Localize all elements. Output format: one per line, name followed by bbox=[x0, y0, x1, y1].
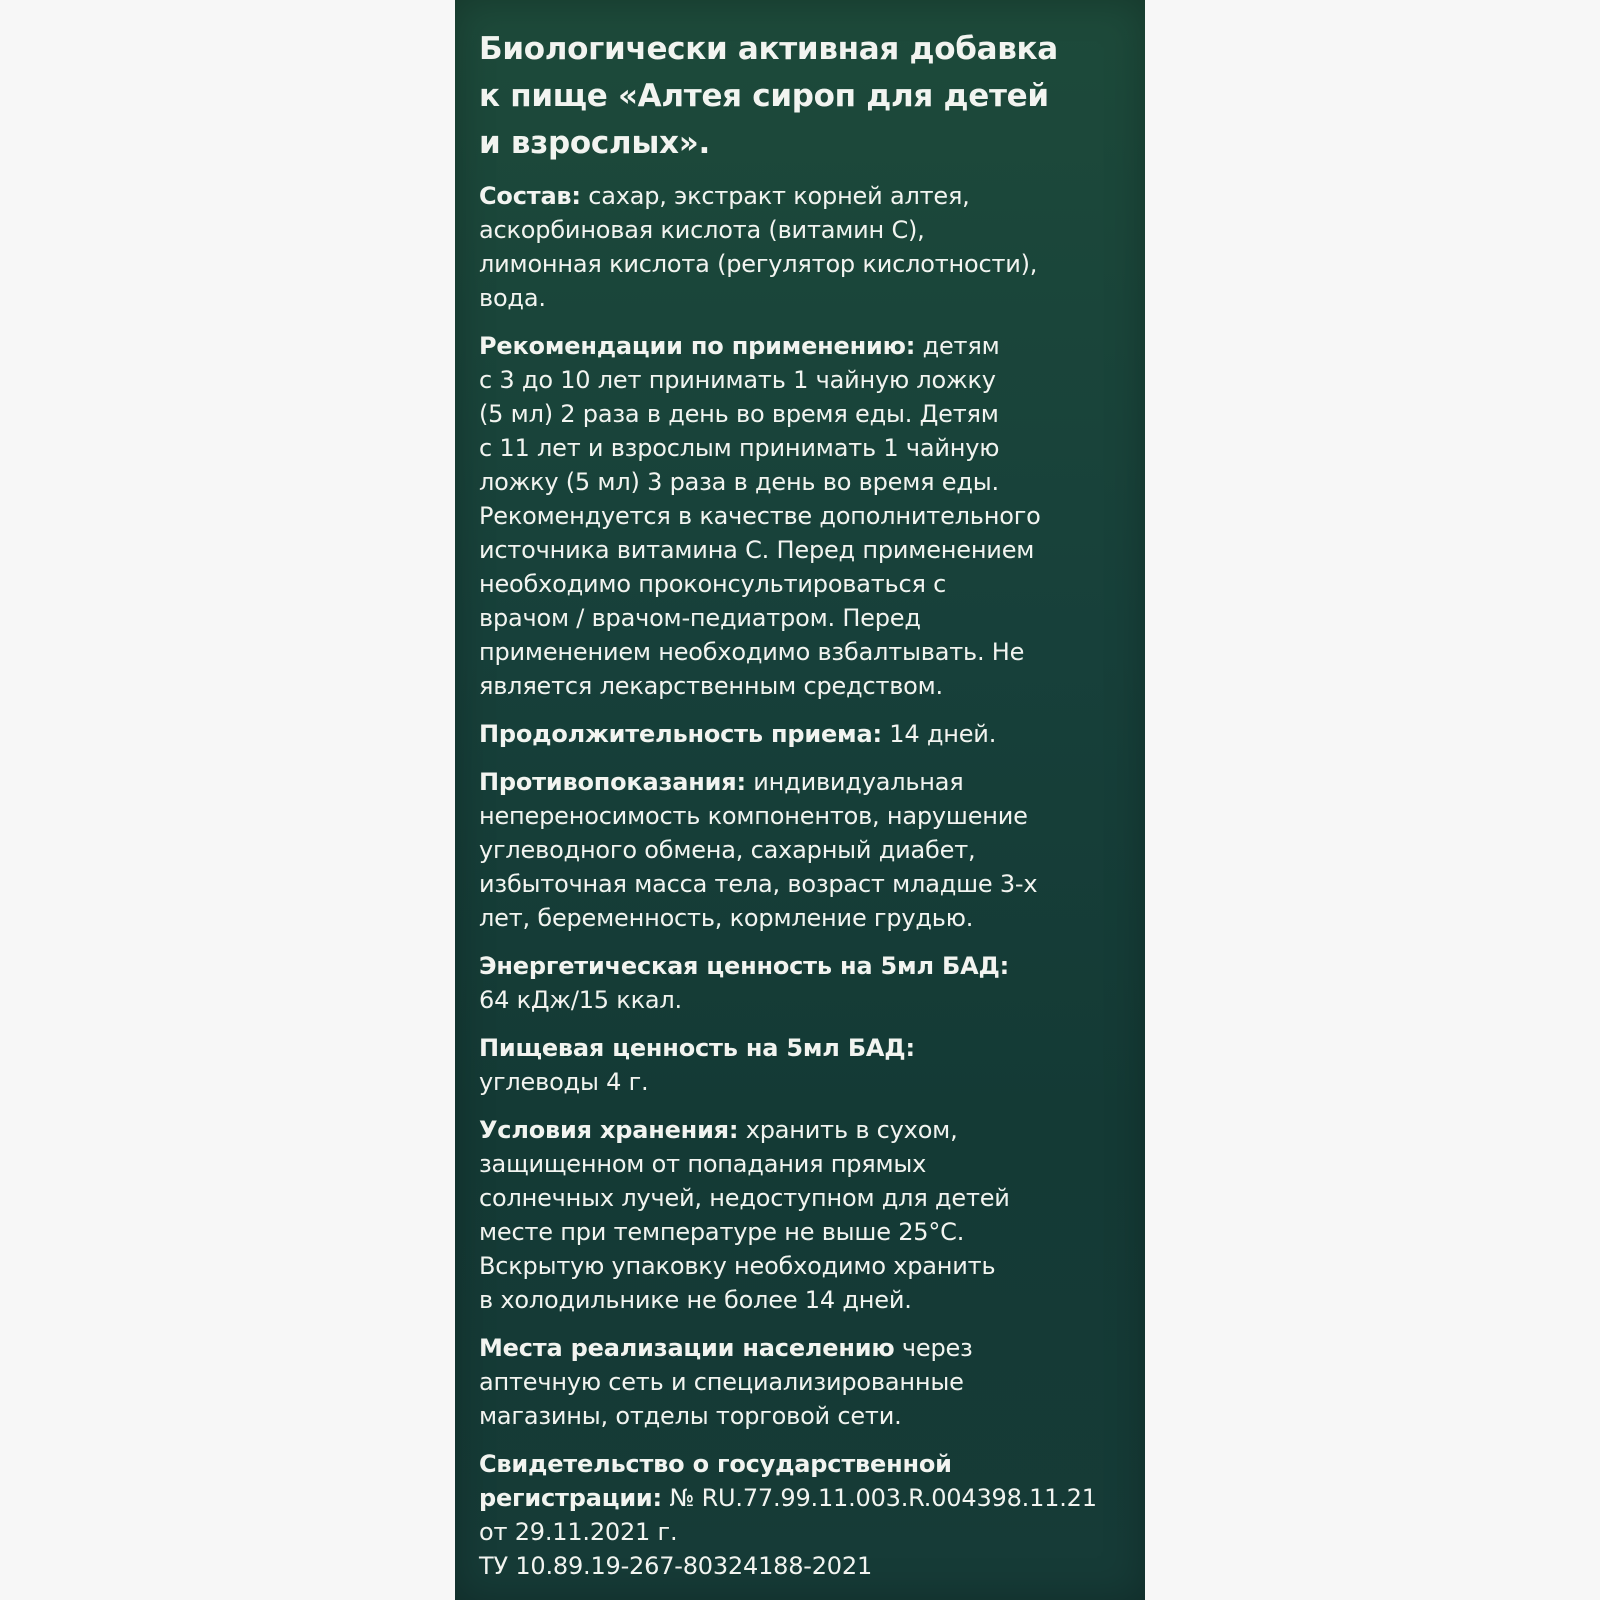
storage-text: хранить в сухом, bbox=[738, 1116, 958, 1144]
recommendations-label: Рекомендации по применению: bbox=[479, 332, 916, 360]
registration-section bbox=[479, 1447, 1139, 1583]
contraindications-text: избыточная масса тела, возраст младше 3-х bbox=[479, 870, 1038, 898]
storage-label: Условия хранения: bbox=[479, 1116, 739, 1144]
recommendations-section bbox=[479, 329, 1139, 703]
storage-text: месте при температуре не выше 25°С. bbox=[479, 1218, 965, 1246]
nutrition-section bbox=[479, 1031, 1139, 1099]
title-line: к пище «Алтея сироп для детей bbox=[479, 78, 1049, 114]
recommendations-text: врачом / врачом-педиатром. Перед bbox=[479, 604, 921, 632]
storage-text: Вскрытую упаковку необходимо хранить bbox=[479, 1252, 996, 1280]
contraindications-text: непереносимость компонентов, нарушение bbox=[479, 802, 1028, 830]
storage-text: защищенном от попадания прямых bbox=[479, 1150, 927, 1178]
storage-text: солнечных лучей, недоступном для детей bbox=[479, 1184, 1010, 1212]
tu-code: ТУ 10.89.19-267-80324188-2021 bbox=[479, 1552, 873, 1580]
recommendations-text: является лекарственным средством. bbox=[479, 672, 943, 700]
sales-text: магазины, отделы торговой сети. bbox=[479, 1402, 902, 1430]
storage-section bbox=[479, 1113, 1139, 1317]
registration-label: регистрации: bbox=[479, 1484, 662, 1512]
recommendations-text: источника витамина С. Перед применением bbox=[479, 536, 1035, 564]
recommendations-text: применением необходимо взбалтывать. Не bbox=[479, 638, 1025, 666]
composition-text: вода. bbox=[479, 284, 546, 312]
title-line: Биологически активная добавка bbox=[479, 31, 1058, 67]
recommendations-text: с 11 лет и взрослым принимать 1 чайную bbox=[479, 434, 1000, 462]
contraindications-text: лет, беременность, кормление грудью. bbox=[479, 904, 974, 932]
recommendations-text: ложку (5 мл) 3 раза в день во время еды. bbox=[479, 468, 999, 496]
registration-label: Свидетельство о государственной bbox=[479, 1450, 952, 1478]
duration-section bbox=[479, 717, 1139, 751]
composition-label: Состав: bbox=[479, 182, 581, 210]
energy-section bbox=[479, 949, 1139, 1017]
recommendations-text: (5 мл) 2 раза в день во время еды. Детям bbox=[479, 400, 999, 428]
recommendations-text: Рекомендуется в качестве дополнительного bbox=[479, 502, 1041, 530]
composition-text: лимонная кислота (регулятор кислотности), bbox=[479, 250, 1038, 278]
duration-label: Продолжительность приема: bbox=[479, 720, 882, 748]
contraindications-section bbox=[479, 765, 1139, 935]
contraindications-text: углеводного обмена, сахарный диабет, bbox=[479, 836, 976, 864]
recommendations-text: детям bbox=[915, 332, 1000, 360]
composition-text: аскорбиновая кислота (витамин С), bbox=[479, 216, 925, 244]
recommendations-text: с 3 до 10 лет принимать 1 чайную ложку bbox=[479, 366, 996, 394]
contraindications-label: Противопоказания: bbox=[479, 768, 746, 796]
package-panel bbox=[455, 0, 1145, 1600]
sales-text: аптечную сеть и специализированные bbox=[479, 1368, 964, 1396]
nutrition-label: Пищевая ценность на 5мл БАД: bbox=[479, 1034, 915, 1062]
contraindications-text: индивидуальная bbox=[745, 768, 964, 796]
registration-number: № RU.77.99.11.003.R.004398.11.21 bbox=[661, 1484, 1097, 1512]
nutrition-value: углеводы 4 г. bbox=[479, 1068, 649, 1096]
title-line: и взрослых». bbox=[479, 125, 710, 161]
registration-date: от 29.11.2021 г. bbox=[479, 1518, 678, 1546]
composition-text: сахар, экстракт корней алтея, bbox=[580, 182, 970, 210]
product-title bbox=[479, 26, 1139, 167]
recommendations-text: необходимо проконсультироваться с bbox=[479, 570, 947, 598]
label-text bbox=[479, 26, 1139, 1597]
composition-section bbox=[479, 179, 1139, 315]
sales-section bbox=[479, 1331, 1139, 1433]
sales-label: Места реализации населению bbox=[479, 1334, 895, 1362]
energy-value: 64 кДж/15 ккал. bbox=[479, 986, 682, 1014]
energy-label: Энергетическая ценность на 5мл БАД: bbox=[479, 952, 1010, 980]
storage-text: в холодильнике не более 14 дней. bbox=[479, 1286, 912, 1314]
duration-value: 14 дней. bbox=[881, 720, 997, 748]
sales-text: через bbox=[894, 1334, 973, 1362]
